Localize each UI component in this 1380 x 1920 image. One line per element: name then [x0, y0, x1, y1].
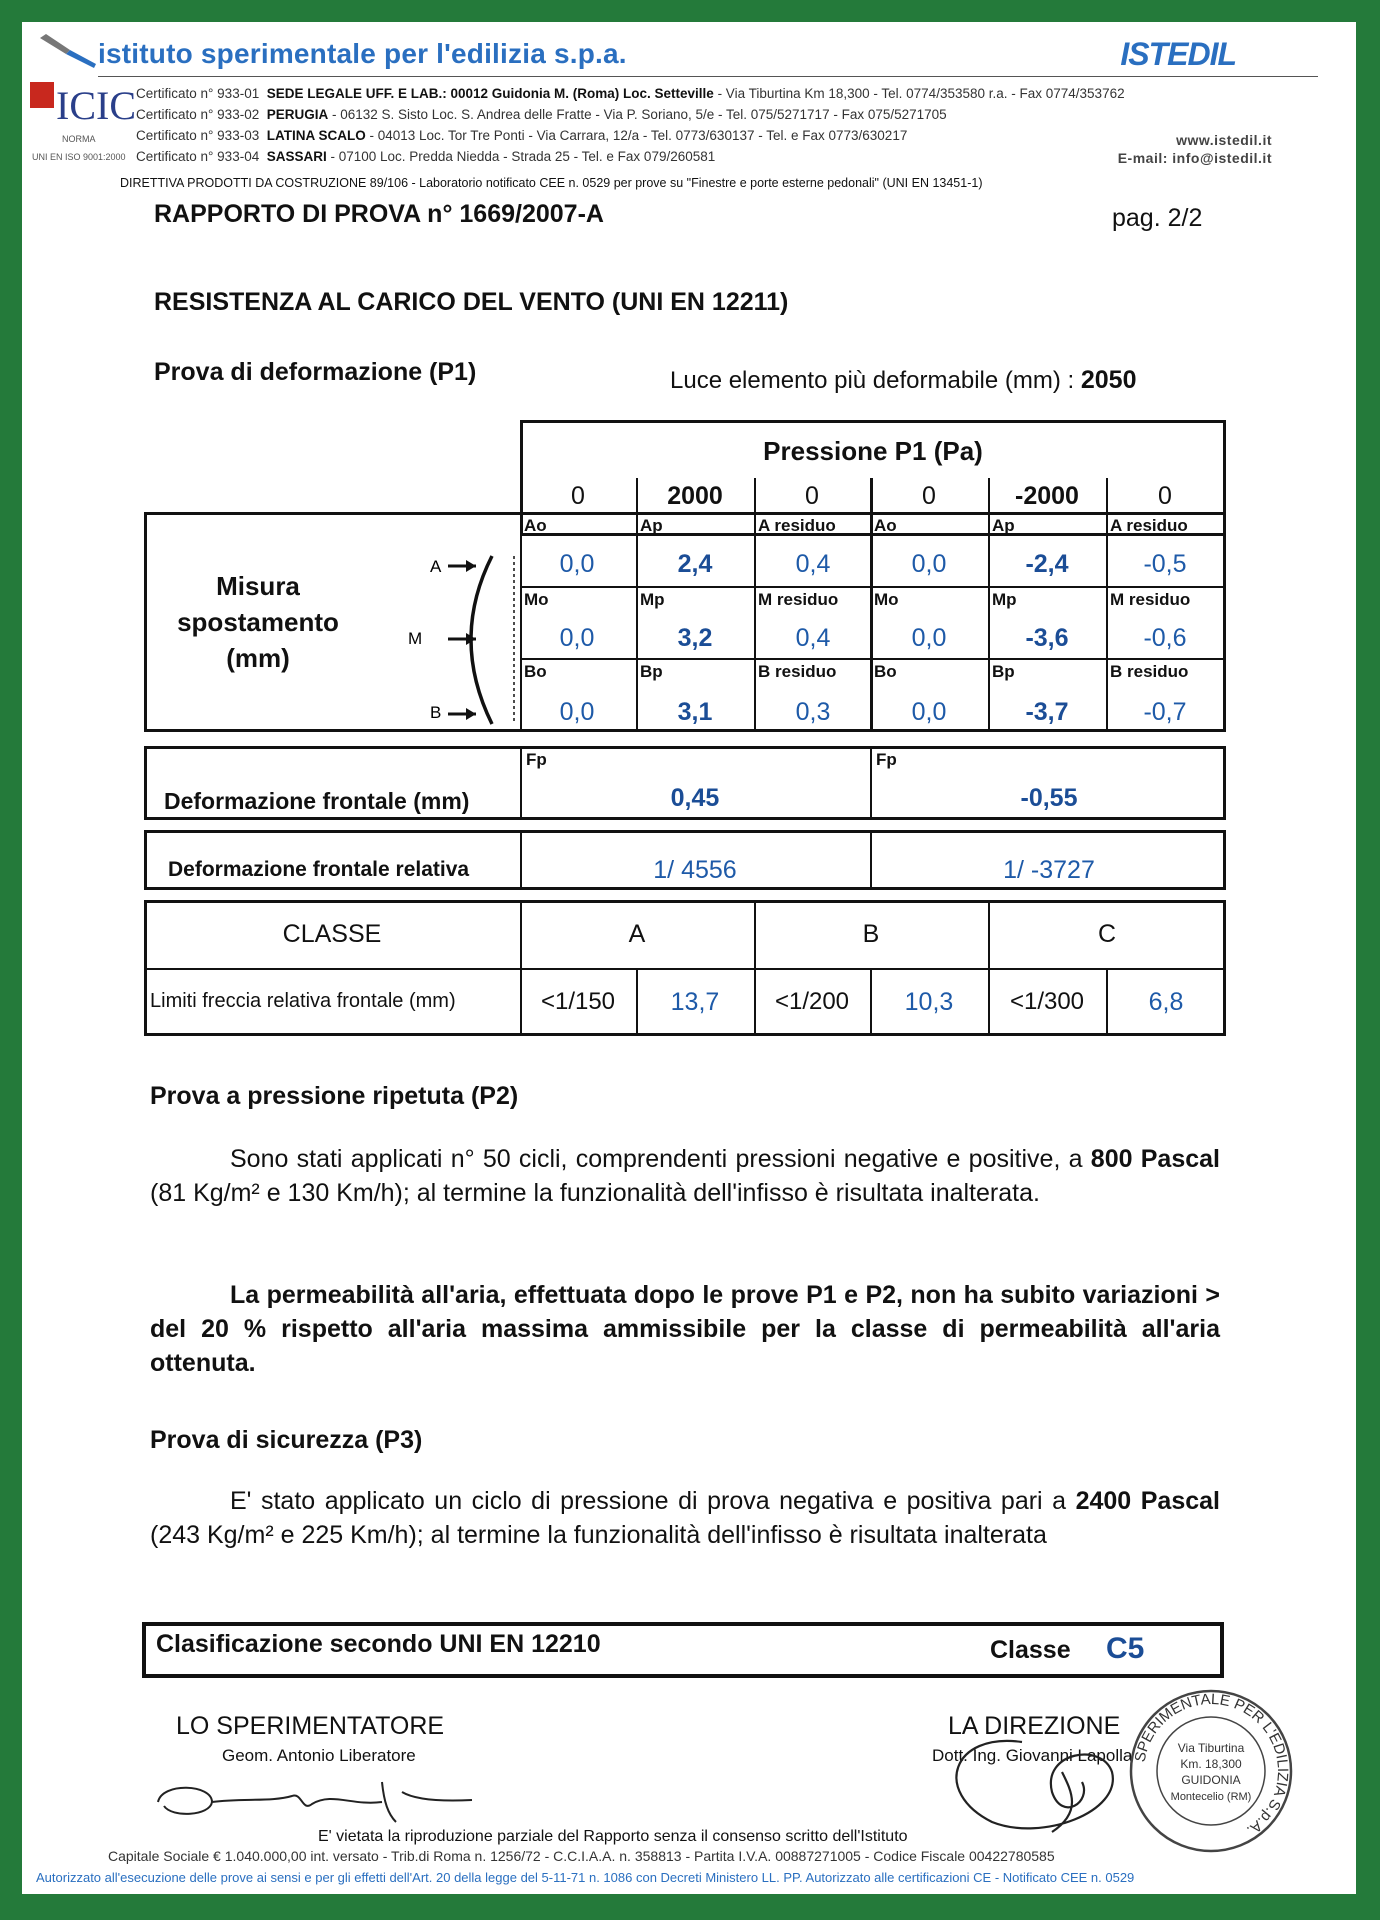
cert-line-3: Certificato n° 933-03 LATINA SCALO - 04013 Loc. Tor Tre Ponti - Via Carrara, 12/a - Tel. 0773/630137 - Tel. e Fax 0773/630217: [136, 128, 908, 143]
frontal-value-negative: -0,55: [1020, 784, 1078, 812]
class-a: A: [628, 920, 646, 948]
relative-deformation-label: Deformazione frontale relativa: [168, 858, 470, 881]
span-value: 2050: [1080, 366, 1137, 394]
permeability-paragraph: La permeabilità all'aria, effettuata dopo le prove P1 e P2, non ha subito variazioni > del 20 % rispetto all'aria massima ammissibile per la classe di permeabilità all'aria ottenuta.: [150, 1281, 1220, 1377]
official-stamp: [1126, 1686, 1296, 1856]
experimenter-name: Geom. Antonio Liberatore: [222, 1746, 416, 1765]
pressure-5: -2000: [1015, 482, 1079, 510]
cert-line-1: Certificato n° 933-01 SEDE LEGALE UFF. E LAB.: 00012 Guidonia M. (Roma) Loc. Setteville - Via Tiburtina Km 18,300 - Tel. 0774/353580 r.a. - Fax 0774/353762: [136, 86, 1125, 101]
svg-text:Km. 18,300: Km. 18,300: [1180, 1757, 1242, 1771]
section-title: RESISTENZA AL CARICO DEL VENTO (UNI EN 12211): [154, 288, 789, 316]
classification-label: Clasificazione secondo UNI EN 12210: [156, 1630, 601, 1658]
document-page: [22, 22, 1356, 1894]
logo-caption-iso: UNI EN ISO 9001:2000: [32, 152, 126, 162]
cert-line-2: Certificato n° 933-02 PERUGIA - 06132 S. Sisto Loc. S. Andrea delle Fratte - Via P. Soriano, 5/e - Tel. 075/5271717 - Fax 075/5271705: [136, 107, 947, 122]
svg-text:SPERIMENTALE PER L'EDILIZIA S.: SPERIMENTALE PER L'EDILIZIA S.p.A.: [1131, 1690, 1292, 1840]
class-b: B: [862, 920, 880, 948]
limits-label: Limiti freccia relativa frontale (mm): [150, 990, 456, 1012]
trowel-logo-icon: [36, 32, 98, 72]
point-a-label: A: [430, 557, 442, 576]
email[interactable]: E-mail: info@istedil.it: [1117, 150, 1272, 166]
pressure-3: 0: [805, 482, 819, 510]
logo-caption-norma: NORMA: [62, 134, 96, 144]
header-divider: [98, 76, 1318, 77]
experimenter-signature: [152, 1762, 482, 1832]
relative-value-positive: 1/ 4556: [653, 856, 737, 884]
svg-text:Montecelio (RM): Montecelio (RM): [1170, 1791, 1252, 1803]
span-info: [670, 366, 1136, 395]
capital-line: Capitale Sociale € 1.040.000,00 int. versato - Trib.di Roma n. 1256/72 - C.C.I.A.A. n. 358813 - Partita I.V.A. 00887271005 - Codice Fiscale 00422780585: [108, 1848, 1055, 1864]
icic-logo: ICIC: [56, 83, 136, 128]
p2-paragraph: Sono stati applicati n° 50 cicli, comprendenti pressioni negative e positive, a 800 Pascal (81 Kg/m² e 130 Km/h); al termine la funzionalità dell'infisso è risultata inalterata.: [150, 1145, 1220, 1207]
fp-label-1: Fp: [526, 750, 547, 769]
class-header-label: CLASSE: [282, 920, 382, 948]
q-mark-icon: [30, 82, 54, 108]
point-b-label: B: [430, 703, 442, 722]
limit-b-mm: 10,3: [904, 988, 954, 1016]
frontal-value-positive: 0,45: [670, 784, 720, 812]
deflection-diagram: [392, 542, 520, 732]
measure-row-a: Ao Ap A residuo Ao Ap A residuo 0,0 2,4 0,4 0,0 -2,4 -0,5: [524, 516, 1188, 578]
pressure-header: Pressione P1 (Pa): [763, 436, 983, 466]
limit-c-mm: 6,8: [1148, 988, 1184, 1016]
relative-value-negative: 1/ -3727: [1003, 856, 1095, 884]
pressure-2: 2000: [667, 482, 723, 510]
frontal-deformation-label: Deformazione frontale (mm): [164, 788, 470, 814]
class-c: C: [1097, 920, 1117, 948]
limit-b-ratio: <1/200: [774, 988, 850, 1015]
measure-row-b: Bo Bp B residuo Bo Bp B residuo 0,0 3,1 0,3 0,0 -3,7 -0,7: [524, 662, 1189, 726]
point-m-label: M: [408, 629, 423, 648]
class-result-value: C5: [1106, 1632, 1145, 1665]
svg-text:GUIDONIA: GUIDONIA: [1181, 1773, 1241, 1787]
limit-c-ratio: <1/300: [1009, 988, 1085, 1015]
span-label: Luce elemento più deformabile (mm) :: [670, 367, 1075, 394]
limit-a-mm: 13,7: [670, 988, 720, 1016]
director-signature: [932, 1712, 1132, 1842]
limit-a-ratio: <1/150: [540, 988, 616, 1015]
director-name: Dott. Ing. Giovanni Lapolla: [932, 1746, 1133, 1765]
measure-label: Misura spostamento (mm): [177, 571, 339, 673]
class-result-label: Classe: [990, 1636, 1071, 1664]
pressure-row: [520, 482, 1226, 512]
experimenter-title: LO SPERIMENTATORE: [176, 1712, 445, 1740]
brand-logo: ISTEDIL: [1120, 36, 1236, 72]
website[interactable]: www.istedil.it: [1176, 132, 1272, 148]
report-title: RAPPORTO DI PROVA n° 1669/2007-A: [154, 200, 604, 228]
p1-title: Prova di deformazione (P1): [154, 358, 477, 386]
page-number: pag. 2/2: [1112, 204, 1203, 232]
pressure-6: 0: [1158, 482, 1172, 510]
authorization-line: Autorizzato all'esecuzione delle prove ai sensi e per gli effetti dell'Art. 20 della legge del 5-11-71 n. 1086 con Decreti Ministero LL. PP. Autorizzato alle certificazioni CE - Notificato CEE n. 0529: [36, 1870, 1135, 1885]
svg-text:Via Tiburtina: Via Tiburtina: [1177, 1741, 1245, 1755]
directive-line: DIRETTIVA PRODOTTI DA COSTRUZIONE 89/106 - Laboratorio notificato CEE n. 0529 per prove su "Finestre e porte esterne pedonali" (UNI EN 13451-1): [120, 176, 983, 190]
pressure-4: 0: [922, 482, 936, 510]
director-title: LA DIREZIONE: [948, 1712, 1121, 1740]
p2-title: Prova a pressione ripetuta (P2): [150, 1082, 519, 1110]
company-name: istituto sperimentale per l'edilizia s.p.a.: [98, 38, 627, 69]
pressure-1: 0: [571, 482, 585, 510]
measure-row-m: Mo Mp M residuo Mo Mp M residuo 0,0 3,2 0,4 0,0 -3,6 -0,6: [524, 590, 1191, 652]
fp-label-2: Fp: [876, 750, 897, 769]
cert-line-4: Certificato n° 933-04 SASSARI - 07100 Loc. Predda Niedda - Strada 25 - Tel. e Fax 079/260581: [136, 149, 716, 164]
p3-paragraph: E' stato applicato un ciclo di pressione di prova negativa e positiva pari a 2400 Pascal (243 Kg/m² e 225 Km/h); al termine la funzionalità dell'infisso è risultata inalterata: [150, 1487, 1220, 1549]
p3-title: Prova di sicurezza (P3): [150, 1426, 423, 1454]
reproduction-notice: E' vietata la riproduzione parziale del Rapporto senza il consenso scritto dell'Istituto: [318, 1828, 908, 1845]
